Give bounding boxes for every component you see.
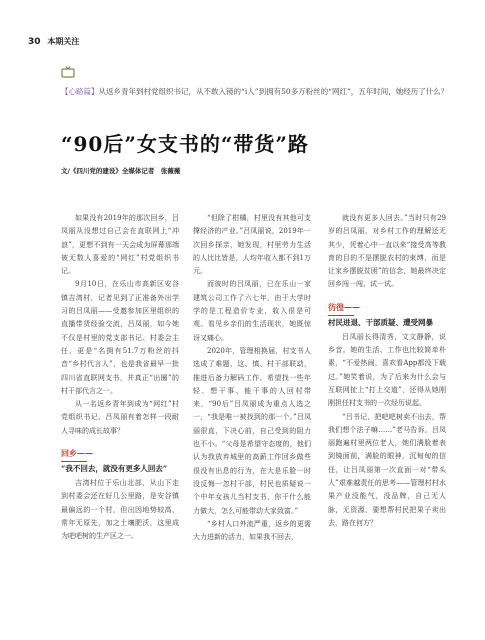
tv-icon xyxy=(61,66,75,78)
paragraph: 如果没有2019年的那次回乡，吕凤丽从没想过自己会在直联网上“冲浪”，更想不到有一天会成为屏幕那端被无数人喜爱的“网红”村党组织书记。 xyxy=(61,214,179,276)
page-header xyxy=(28,36,79,47)
intro-text: 从返乡青年到村党组织书记，从不敢入镜的“i人”到拥有50多万粉丝的“网红”，五年时间，她经历了什么？ xyxy=(98,87,449,96)
article-intro xyxy=(61,84,461,99)
section-subheading: 村民进退、干部质疑、遭受网暴 xyxy=(328,317,433,327)
section-subheading: “我不回去，就没有更多人回去” xyxy=(61,464,168,474)
section-name: 本期关注 xyxy=(47,37,80,46)
paragraph: “但除了柑橘，村里没有其他可支撑经济的产业。”吕凤丽说，2019年一次回乡探亲，她发现，村里劳力生活的人比比皆是，人均年收入都不到1万元。 xyxy=(193,214,311,276)
paragraph: 9月10日，在乐山市高新区安谷镇吉湾村，记者见到了正准备外出学习的吕凤丽——受邀参加区里组织的直播带货经验交流，吕凤丽，如今她不仅是村里的党支部书记、村委会主任，更是“名拥有51.7万粉丝的抖音“乡村代言人”，也是我省最早一批四川省直联网支书，并真正“出圈”的村干部代言之一。 xyxy=(61,280,179,395)
paragraph: 从一名返乡青年到成为“网红”村党组织书记，吕凤丽有着怎样一段耐人寻味的成长故事？ xyxy=(61,400,179,435)
paragraph: 吉湾村位于乐山北部，从山下走到村委会还在好几公里路，是安谷镇最偏远的一个村，但出因地势较高，常年无原先，加之土壤肥沃，这里成为吧吧树的生产区之一。 xyxy=(61,479,179,541)
paragraph: 就没有更多人回去。”当时只有29岁的吕凤丽，对乡村工作的理解还无其少，凭着心中一直以来“接受高等教育的目的不是摆脱农村的束缚，而是让家乡摆脱贫困”的信念，她最终决定回乡闯一闯、试一试。 xyxy=(328,214,446,289)
paragraph: “乡村人口外流严重，返乡的更需大力进新的活力，如果我不回去， xyxy=(193,519,311,542)
article-byline: 文/《四川党的建设》全媒体记者 张薇薇 xyxy=(61,167,181,175)
article-title: “90后”女支书的“带货”路 xyxy=(61,132,309,156)
page-number: 30 xyxy=(28,37,41,47)
paragraph: 吕凤丽长得清秀，文文静静，说乡音。她的生活、工作也比较简单朴素，“不爱热闹，喜欢看App都没下载过。”她笑着说，为了后来为什么会与互联网扯上“打上交道”，还得从她刚刚担任村支书的一次经历说起。 xyxy=(328,332,446,408)
column-2 xyxy=(193,212,311,544)
section-heading: 回乡—— xyxy=(61,446,179,462)
paragraph: 而彼时的吕凤丽，已在乐山一家建筑公司工作了六七年，由于大学时学的是工程造价专业，收入很是可观。看见乡亲们的生活现状，她既惊讶又痛心。 xyxy=(193,280,311,342)
column-3 xyxy=(328,212,446,530)
intro-tag: 【心路篇】 xyxy=(61,87,99,96)
column-1 xyxy=(61,212,179,544)
section-heading: 彷徨—— xyxy=(328,300,446,316)
paragraph: 2020年，管理相换届，村支书人选成了难题，这、慎、村干部联动，推进后备力解码工作。希望找一些年轻、想干事、能干事的人回村带来，“90后”吕凤丽成为重点人选之一，“我是唯一被找到的那一个。”吕凤丽很直，下决心前，自己受到的阻力也不小。“父母是希望守态度的，他们认为我放弃城里的高薪工作回乡做些很没有出息的行为，在大是乐脸一时没反悔一忽村干部，村民也质疑说一个中年女孩儿当村支书，你干什么能力做大，怎么可能带动大家致富。” xyxy=(193,346,311,515)
paragraph: “吕书记，把吧吧树卖不出去，帮我们想个法子嘛……”老马告诉，吕凤丽跑遍村里两位老人，她们满脸着表到镜面前，满脸的眼神，沉甸甸的信任，让吕凤丽第一次直面一对“带头人”艰难越责任的思考——管理村村水果产业没能气，没品牌，自己无人脉，无资源，要想帮村民把果子卖出去，路在何方？ xyxy=(328,412,446,527)
